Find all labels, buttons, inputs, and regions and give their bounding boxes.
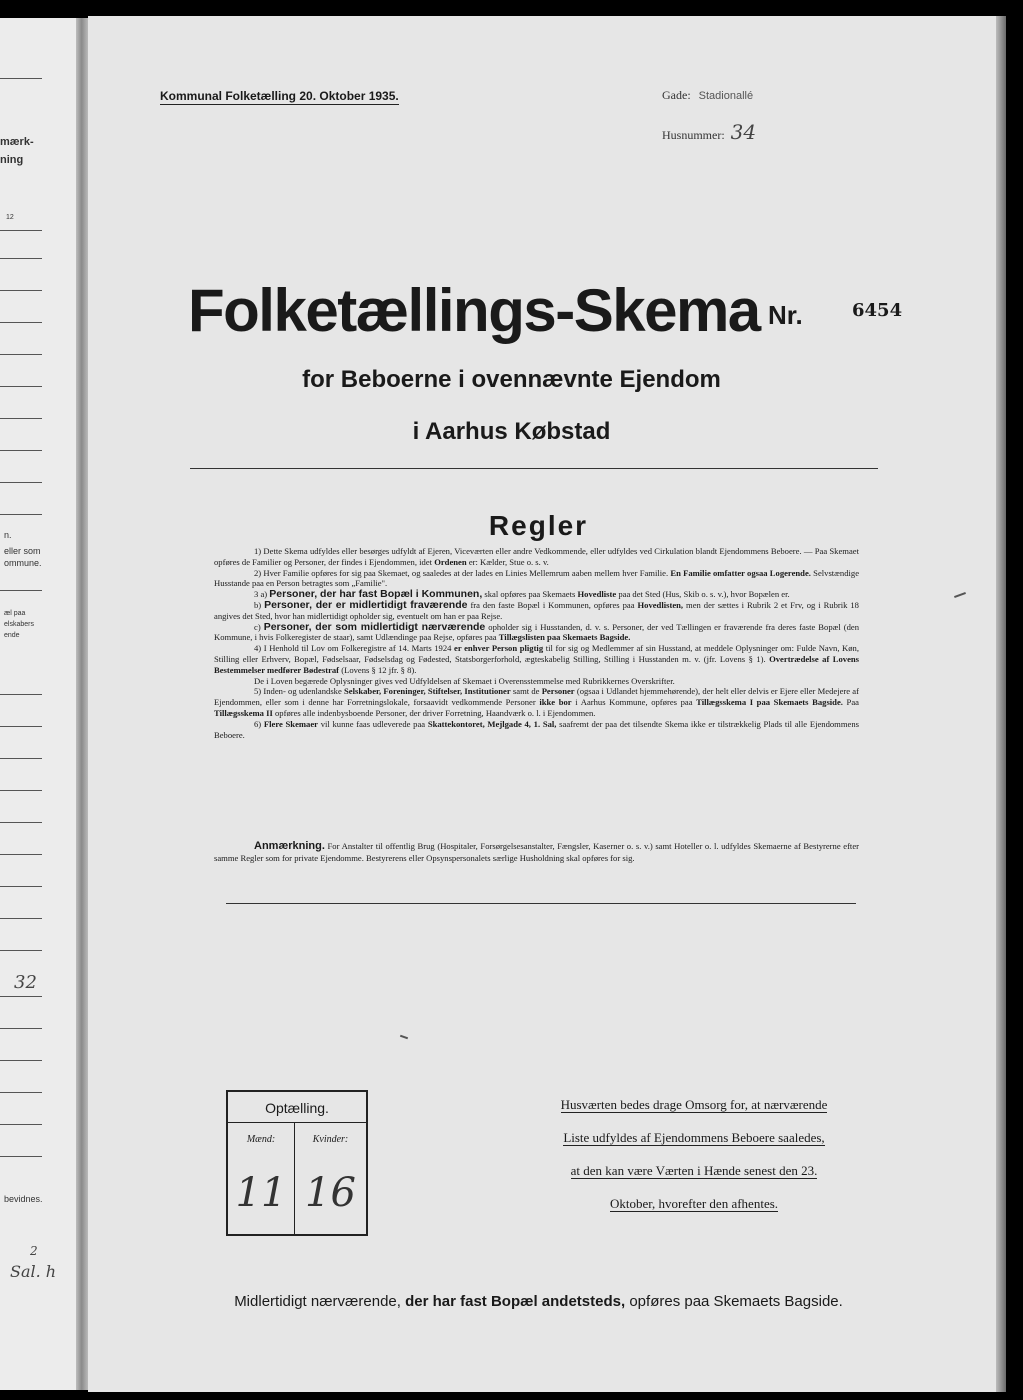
divider-bottom [226,903,856,904]
prev-rule [0,1028,42,1029]
prev-rule [0,1092,42,1093]
prev-rule [0,78,42,79]
rule-5: 5) Inden- og udenlandske Selskaber, Foreninger, Stiftelser, Institutioner samt de Personer (ogsaa i Udlandet hjemmehørende), der helt eller delvis er Ejere eller Medejere af Ejendommen, eller som i denne har Forretningslokale, forsaavidt vedkommende Personer ikke bor i Aarhus Kommune, opføres paa Tillægsskema I paa Skemaets Bagside. Paa Tillægsskema II opføres alle indenbysboende Personer, der driver Forretning, Haandværk o. l. i Ejendommen. [214,686,859,718]
women-count: 16 [305,1170,356,1216]
rules-text [214,546,859,740]
subtitle-city: i Aarhus Købstad [412,418,611,445]
notice-line: Liste udfyldes af Ejendommens Beboere saaledes, [563,1130,825,1145]
form-number: 6454 [852,300,903,321]
footer-bold-text: der har fast Bopæl andetsteds, [405,1293,626,1310]
prev-rule [0,726,42,727]
prev-rule [0,790,42,791]
remark-label: Anmærkning. [254,840,325,852]
prev-rule [0,918,42,919]
prev-rule [0,354,42,355]
prev-handwritten-note: 2 [30,1244,38,1258]
rule-3b: b) Personer, der er midlertidigt fraværende fra den faste Bopæl i Kommunen, opføres paa Hovedlisten, men der sættes i Rubrik 2 et Frv, og i Rubrik 18 angives det Sted, hvor han midlertidigt opholder sig, eventuelt om han er paa Rejse. [214,598,859,621]
prev-rule [0,230,42,231]
rule-4b: De i Loven begærede Oplysninger gives ved Udfyldelsen af Skemaet i Overensstemmelse med Rubrikkernes Overskrifter. [254,675,675,686]
prev-rule [0,822,42,823]
notice-line: Oktober, hvorefter den afhentes. [609,1196,779,1211]
men-label: Mænd: [246,1134,276,1145]
prev-rule [0,886,42,887]
landlord-notice [528,1095,860,1227]
census-heading: Kommunal Folketælling 20. Oktober 1935. [160,89,399,103]
number-label: Nr. [768,300,803,330]
prev-handwritten-number: 32 [14,972,37,993]
count-women-column [295,1122,366,1234]
prev-rule [0,258,42,259]
count-title: Optælling. [228,1092,366,1123]
street-stamp: Stadionallé [698,90,754,102]
prev-text: 12 [6,214,14,221]
remark-block [214,840,859,864]
rule-4: 4) I Henhold til Lov om Folkeregistre af 14. Marts 1924 er enhver Person pligtig til for sig og Medlemmer af sin Husstand, at meddele Oplysninger om: Fulde Navn, Køn, Stilling eller Erhverv, Bopæl, Fødselsaar, Fødselsdag og Fødested, Statsborgerforhold, ægteskabelig Stilling, Stilling i Husstanden m. v. (jfr. Lovens § 1). Overtrædelse af Lovens Bestemmelser medfører Bødestraf (Lovens § 12 jfr. § 8). [214,643,860,675]
divider-top [190,468,878,469]
prev-text: mærk- [0,136,34,148]
prev-rule [0,996,42,997]
previous-page-edge [0,18,84,1390]
prev-text: ende [4,632,20,639]
street-field [662,86,753,104]
prev-text: bevidnes. [4,1194,43,1204]
prev-rule [0,854,42,855]
count-men-column [228,1122,295,1234]
footer-text: Midlertidigt nærværende, [234,1293,401,1310]
prev-text: ommune. [4,558,42,568]
prev-handwritten-note: Sal. h [10,1262,57,1281]
page-edge [996,16,1006,1392]
prev-rule [0,950,42,951]
prev-rule [0,590,42,591]
house-number-field [662,120,756,144]
rule-2: 2) Hver Familie opføres for sig paa Skemaet, og saaledes at der lades en Linies Mellemrum aaben mellem hver Familie. En Familie omfatter ogsaa Logerende. Selvstændige Husstande paa en Person betragtes som „Familie". [214,567,860,589]
prev-rule [0,758,42,759]
street-label: Gade: [662,88,691,102]
men-count: 11 [235,1170,287,1216]
prev-rule [0,482,42,483]
notice-line: at den kan være Værten i Hænde senest den 23. [570,1163,818,1178]
footer-note [0,1293,1023,1310]
footer-text: opføres paa Skemaets Bagside. [629,1293,843,1310]
prev-rule [0,1156,42,1157]
prev-rule [0,1060,42,1061]
house-number-value: 34 [730,120,757,144]
rule-3a: 3 a) Personer, der har fast Bopæl i Kommunen, skal opføres paa Skemaets Hovedliste paa det Sted (Hus, Skib o. s. v.), hvor Bopælen er. [254,588,790,601]
prev-text: elskabers [4,621,34,628]
prev-rule [0,694,42,695]
subtitle-residents: for Beboerne i ovennævnte Ejendom [302,366,721,393]
rule-3c: c) Personer, der som midlertidigt nærværende opholder sig i Husstanden, d. v. s. Personer, der ved Tællingen er fraværende fra deres faste Bopæl (den Kommune, i hvis Folkeregister de staar), samt Udlændinge paa Rejse, opføres paa Tillægslisten paa Skemaets Bagside. [214,620,859,643]
form-title: Folketællings-Skema [188,277,760,344]
house-number-label: Husnummer: [662,128,725,142]
remark-text: For Anstalter til offentlig Brug (Hospitaler, Forsørgelsesanstalter, Fængsler, Kaserner o. s. v.) samt Hoteller o. l. udfyldes Skemaerne af Bestyrerne efter samme Regler som for private Ejendomme. Bestyrerens eller Opsynspersonalets særlige Husholdning skal opføres for sig. [214,841,859,863]
prev-text: æl paa [4,610,26,617]
prev-rule [0,450,42,451]
prev-rule [0,290,42,291]
count-box [226,1090,368,1236]
prev-rule [0,1124,42,1125]
prev-rule [0,322,42,323]
rules-heading: Regler [488,510,589,541]
rule-1: 1) Dette Skema udfyldes eller besørges udfyldt af Ejeren, Viceværten eller andre Vedkommende, eller udfyldes ved Cirkulation blandt Ejendommens Beboere. — Paa Skemaet opføres de Familier og Personer, der findes i Ejendommen, idet Ordenen er: Kælder, Stue o. s. v. [214,546,859,567]
prev-text: eller som [4,546,41,556]
women-label: Kvinder: [312,1134,349,1145]
prev-text: ning [0,154,24,166]
notice-line: Husværten bedes drage Omsorg for, at nærværende [560,1097,828,1112]
rule-6: 6) Flere Skemaer vil kunne faas udleverede paa Skattekontoret, Mejlgade 4, 1. Sal, saafremt der paa det tilsendte Skema ikke er tilstrækkelig Plads til alle Ejendommens Beboere. [214,718,859,740]
prev-text: n. [4,530,12,540]
